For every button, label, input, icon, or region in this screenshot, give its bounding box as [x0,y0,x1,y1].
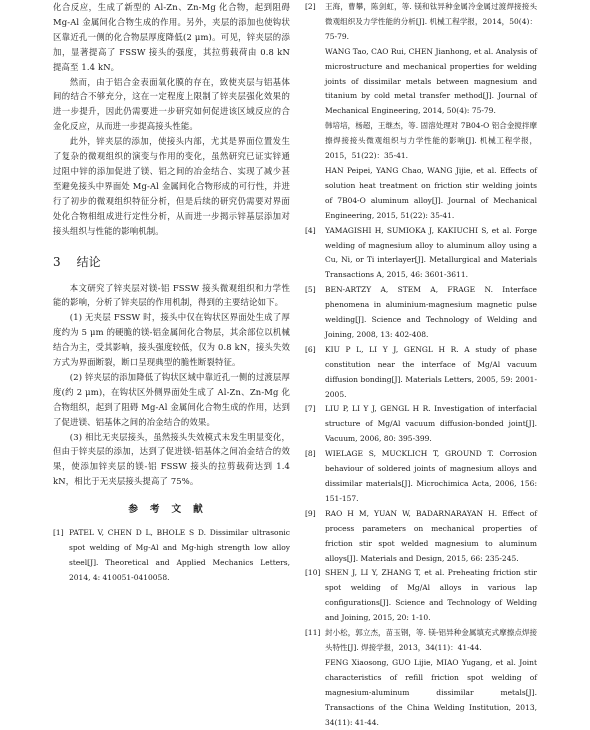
conclusion-text [53,281,290,490]
reference-item [305,343,537,403]
paragraph: 本文研究了锌夹层对镁-铝 FSSW 接头微观组织和力学性能的影响，分析了锌夹层的作用机制，得到的主要结论如下。 [53,282,290,308]
reference-line: 韩培培，杨超，王继杰，等. 固溶处理对 7B04-O 铝合金搅拌摩擦焊接接头微观组织与力学性能的影响[J]. 机械工程学报，2015，51(22)：35-41. [325,121,537,161]
reference-text [325,566,537,626]
reference-text [325,507,537,567]
reference-number: [5] [305,285,316,295]
references-list-left [53,526,290,586]
reference-line: SHEN J, LI Y, ZHANG T, et al. Preheating friction stir spot welding of Mg/Al alloys in various lap configurations[J]. Science and Technology of Welding and Joining, 2015, 20: 1-10. [325,568,537,623]
reference-line: 封小松，郭立杰，苗玉钢，等. 镁-铝异种金属填充式摩擦点焊接头特性[J]. 焊接学报，2013，34(11)：41-44. [325,628,537,652]
reference-item [305,447,537,507]
reference-item [305,283,537,343]
references-list-right [305,0,537,730]
paragraph: (1) 无夹层 FSSW 时，接头中仅在钩状区界面处生成了厚度约为 5 μm 的硬脆的镁-铝金属间化合物层，其余部位以机械结合为主，受其影响，接头强度较低，仅为 0.8 kN，接头失效方式为界面断裂，断口呈现典型的脆性断裂特征。 [53,312,290,368]
reference-text [325,283,537,343]
reference-number: [6] [305,344,316,354]
reference-number: [7] [305,404,316,414]
reference-number: [10] [305,568,321,578]
reference-item [305,566,537,626]
reference-number: [9] [305,508,316,518]
reference-line: KIU P L, LI Y J, GENGL H R. A study of phase constitution near the interface of Mg/Al vacuum diffusion bonding[J]. Materials Letters, 2005, 59: 2001-2005. [325,344,537,399]
reference-number: [4] [305,225,316,235]
reference-text [325,119,537,223]
paragraph: 然而，由于铝合金表面氧化膜的存在，致使夹层与铝基体间的结合不够充分，这在一定程度上限制了锌夹层强化效果的进一步提升，因此仍需要进一步研究如何促进该区域反应的合金化反应，从而进一步提高接头性能。 [53,76,290,132]
reference-line: PATEL V, CHEN D L, BHOLE S D. Dissimilar ultrasonic spot welding of Mg-Al and Mg-high strength low alloy steel[J]. Theoretical and Applied Mechanics Letters, 2014, 4: 410051-0410058. [69,528,290,582]
paragraph: 此外，锌夹层的添加，使接头内部，尤其是界面位置发生了复杂的微观组织的演变与作用的变化，虽然研究已证实锌通过阻中锌的添加促进了镁、铝之间的冶金结合、实现了减少甚至避免接头中界面处 Mg-Al 金属间化合物形成的可行性，并进行了初步的微观组织特征分析，但是后续的研究仍需要对界面处化合物相组成进行定性分析，从而进一步揭示锌基层添加对接头组织与性能的影响机制。 [53,136,290,236]
reference-item [305,224,537,284]
reference-number: [1] [53,528,64,538]
reference-item [305,119,537,223]
reference-text [69,526,290,586]
reference-line: LIU P, LI Y J, GENGL H R. Investigation of interfacial structure of Mg/Al vacuum diffusion-bonded joint[J]. Vacuum, 2006, 80: 395-399. [325,404,537,444]
reference-line: YAMAGISHI H, SUMIOKA J, KAKIUCHI S, et al. Forge welding of magnesium alloy to aluminum alloy using a Cu, Ni, or Ti interlayer[J]. Metallurgical and Materials Transactions A, 2015, 46: 3601-3611. [325,225,537,280]
reference-text [325,626,537,730]
reference-number: [2] [305,2,316,11]
reference-item [305,507,537,567]
section-heading [53,253,290,270]
reference-item [53,526,290,586]
reference-number [305,119,325,223]
reference-item [305,402,537,447]
reference-text [325,402,537,447]
reference-text [325,447,537,507]
reference-line: HAN Peipei, YANG Chao, WANG Jijie, et al. Effects of solution heat treatment on friction stir welding joints of 7B04-O aluminum alloy[J]. Journal of Mechanical Engineering, 2015, 51(22): 35-41. [325,165,537,220]
reference-number: [11] [305,628,321,638]
references-heading: 参考文献 [128,504,215,516]
body-text-top [53,0,290,239]
reference-line: WIELAGE S, MUCKLICH T, GROUND T. Corrosion behaviour of soldered joints of magnesium alloys and dissimilar materials[J]. Microchimica Acta, 2006, 156: 151-157. [325,449,537,503]
paragraph: (3) 相比无夹层接头，虽然接头失效模式未发生明显变化，但由于锌夹层的添加，达到了促进镁-铝基体之间冶金结合的效果，使添加锌夹层的镁-铝 FSSW 接头的拉剪载荷达到 1.4 kN，相比于无夹层接头提高了 75%。 [53,431,290,487]
reference-line: BEN-ARTZY A, STEM A, FRAGE N. Interface phenomena in aluminium-magnesium magnetic pulse welding[J]. Science and Technology of Welding and Joining, 2008, 13: 402-408. [325,285,537,339]
reference-item [305,626,537,730]
reference-number: [8] [305,449,316,459]
reference-line: RAO H M, YUAN W, BADARNARAYAN H. Effect of process parameters on mechanical properties of friction stir spot welded magnesium to aluminum alloys[J]. Materials and Design, 2015, 66: 235-245. [325,508,537,563]
section-title: 结论 [76,254,101,269]
paragraph: 化合反应，生成了新型的 Al-Zn、Zn-Mg 化合物，起到阻碍 Mg-Al 金属间化合物生成的作用。另外，夹层的添加也使钩状区靠近孔一侧的化合物层厚度降低(2 μm)。可见，锌夹层的添加，显著提高了 FSSW 接头的强度，其拉剪载荷由 0.8 kN 提高至 1.4 kN。 [53,2,290,72]
paragraph: (2) 锌夹层的添加降低了钩状区域中靠近孔一侧的过渡层厚度(约 2 μm)，在钩状区外侧界面处生成了 Al-Zn、Zn-Mg 化合物组织，起到了阻碍 Mg-Al 金属间化合物生成的作用，达到了促进镁、铝基体之间的冶金结合的效果。 [53,371,290,427]
reference-text [325,0,537,119]
reference-line: 王海，曹攀，陈剑虹，等. 镁和钛异种金属冷金属过渡焊接接头微观组织及力学性能的分析[J]. 机械工程学报，2014，50(4)：75-79. [325,2,537,41]
reference-line: FENG Xiaosong, GUO Lijie, MIAO Yugang, et al. Joint characteristics of refill friction spot welding of magnesium-aluminum dissimilar metals[J]. Transactions of the China Welding Institution, 2013, 34(11): 41-44. [325,657,537,727]
reference-text [325,224,537,284]
reference-line: WANG Tao, CAO Rui, CHEN Jianhong, et al. Analysis of microstructure and mechanical properties for welding joints of dissimilar metals between magnesium and titanium by cold metal transfer method[J]. Journal of Mechanical Engineering, 2014, 50(4): 75-79. [325,46,537,116]
left-column [53,0,290,586]
reference-text [325,343,537,403]
section-number: 3 [53,254,61,269]
reference-item [305,0,537,119]
